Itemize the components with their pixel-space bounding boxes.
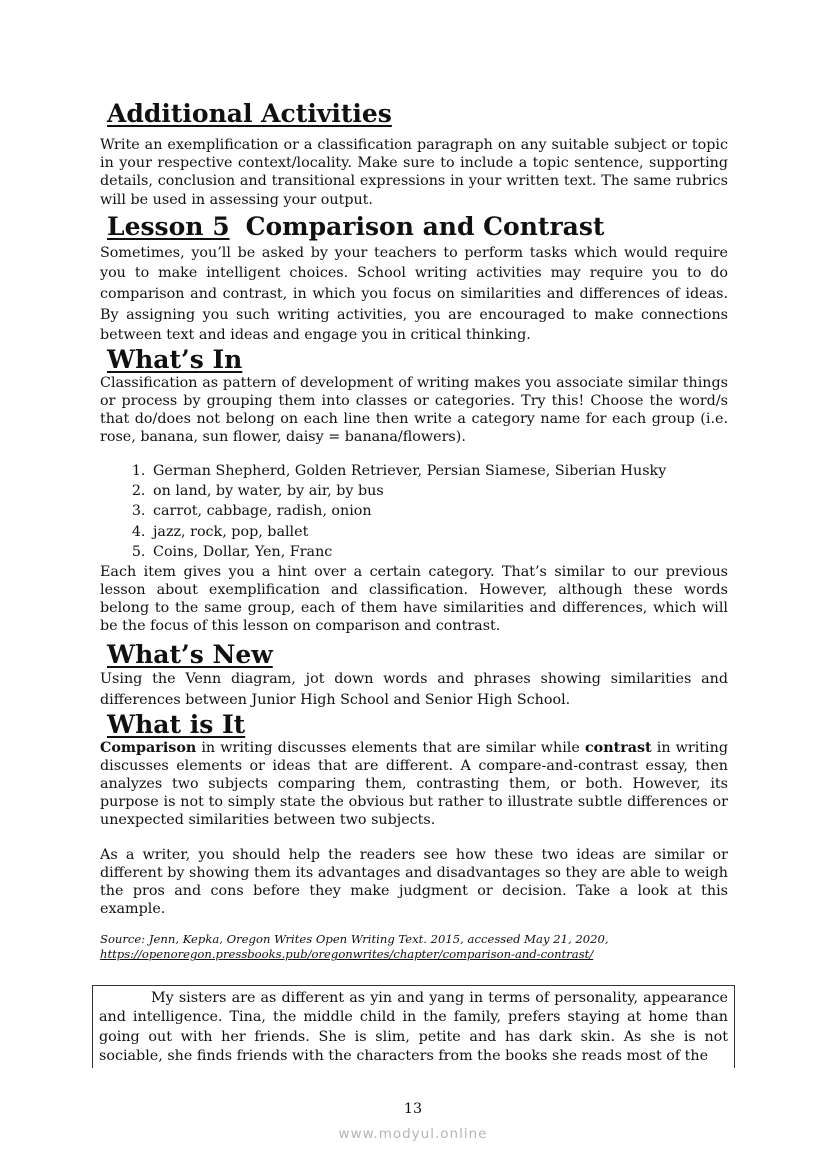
list-item: 4. jazz, rock, pop, ballet <box>150 522 728 542</box>
category-list <box>100 461 728 563</box>
definition-text: in writing discusses elements that are similar while <box>196 739 585 756</box>
whats-in-heading: What’s In <box>107 344 243 374</box>
what-is-it-writer-paragraph: As a writer, you should help the readers see how these two ideas are similar or different by showing them its advantages and disadvantages so they are able to weigh the pros and cons before they make judgment or decision. Take a look at this example. <box>100 846 728 918</box>
source-citation <box>100 932 728 962</box>
whats-new-body: Using the Venn diagram, jot down words and phrases showing similarities and differences between Junior High School and Senior High School. <box>100 671 728 709</box>
additional-activities-body: Write an exemplification or a classification paragraph on any suitable subject or topic in your respective context/locality. Make sure to include a topic sentence, supporting details, conclusion and transitional expressions in your written text. The same rubrics will be used in assessing your output. <box>100 137 728 208</box>
page-number: 13 <box>403 1101 423 1117</box>
contrast-term: contrast <box>584 739 652 756</box>
watermark: www.modyul.online <box>338 1126 488 1142</box>
lesson-title: Comparison and Contrast <box>245 211 605 241</box>
page-content <box>100 98 728 962</box>
what-is-it-heading: What is It <box>107 709 246 739</box>
list-item: 1. German Shepherd, Golden Retriever, Persian Siamese, Siberian Husky <box>150 461 728 481</box>
example-paragraph: My sisters are as different as yin and yang in terms of personality, appearance and intelligence. Tina, the middle child in the family, prefers staying at home than going out with her friends. She is slim, petite and has dark skin. As she is not sociable, she finds friends with the characters from the books she reads most of the <box>99 990 728 1065</box>
comparison-term: Comparison <box>100 739 197 756</box>
what-is-it-definition <box>100 739 728 830</box>
lesson-heading <box>107 211 728 243</box>
whats-new-heading: What’s New <box>107 640 273 670</box>
list-item: 3. carrot, cabbage, radish, onion <box>150 501 728 521</box>
lesson-number: Lesson 5 <box>107 211 230 241</box>
example-box <box>92 985 735 1068</box>
source-link[interactable]: https://openoregon.pressbooks.pub/oregonwrites/chapter/comparison-and-contrast/ <box>100 947 594 962</box>
list-item: 5. Coins, Dollar, Yen, Franc <box>150 542 728 562</box>
lesson-intro: Sometimes, you’ll be asked by your teachers to perform tasks which would require you to make intelligent choices. School writing activities may require you to do comparison and contrast, in which you focus on similarities and differences of ideas. By assigning you such writing activities, you are encouraged to make connections between text and ideas and engage you in critical thinking. <box>100 244 728 344</box>
whats-in-after: Each item gives you a hint over a certain category. That’s similar to our previous lesson about exemplification and classification. However, although these words belong to the same group, each of them have similarities and differences, which will be the focus of this lesson on comparison and contrast. <box>100 563 728 635</box>
list-item: 2. on land, by water, by air, by bus <box>150 481 728 501</box>
whats-in-body: Classification as pattern of development of writing makes you associate similar things or process by grouping them into classes or categories. Try this! Choose the word/s that do/does not belong on each line then write a category name for each group (i.e. rose, banana, sun flower, daisy = banana/flowers). <box>100 374 728 446</box>
definition-text-cont: in writing discusses elements or ideas that are different. A compare-and-contrast essay, then analyzes two subjects comparing them, contrasting them, or both. However, its purpose is not to simply state the obvious but rather to illustrate subtle differences or unexpected similarities between two subjects. <box>100 739 728 829</box>
source-text: Source: Jenn, Kepka, Oregon Writes Open Writing Text. 2015, accessed May 21, 2020, <box>100 932 609 947</box>
additional-activities-heading: Additional Activities <box>107 99 392 128</box>
